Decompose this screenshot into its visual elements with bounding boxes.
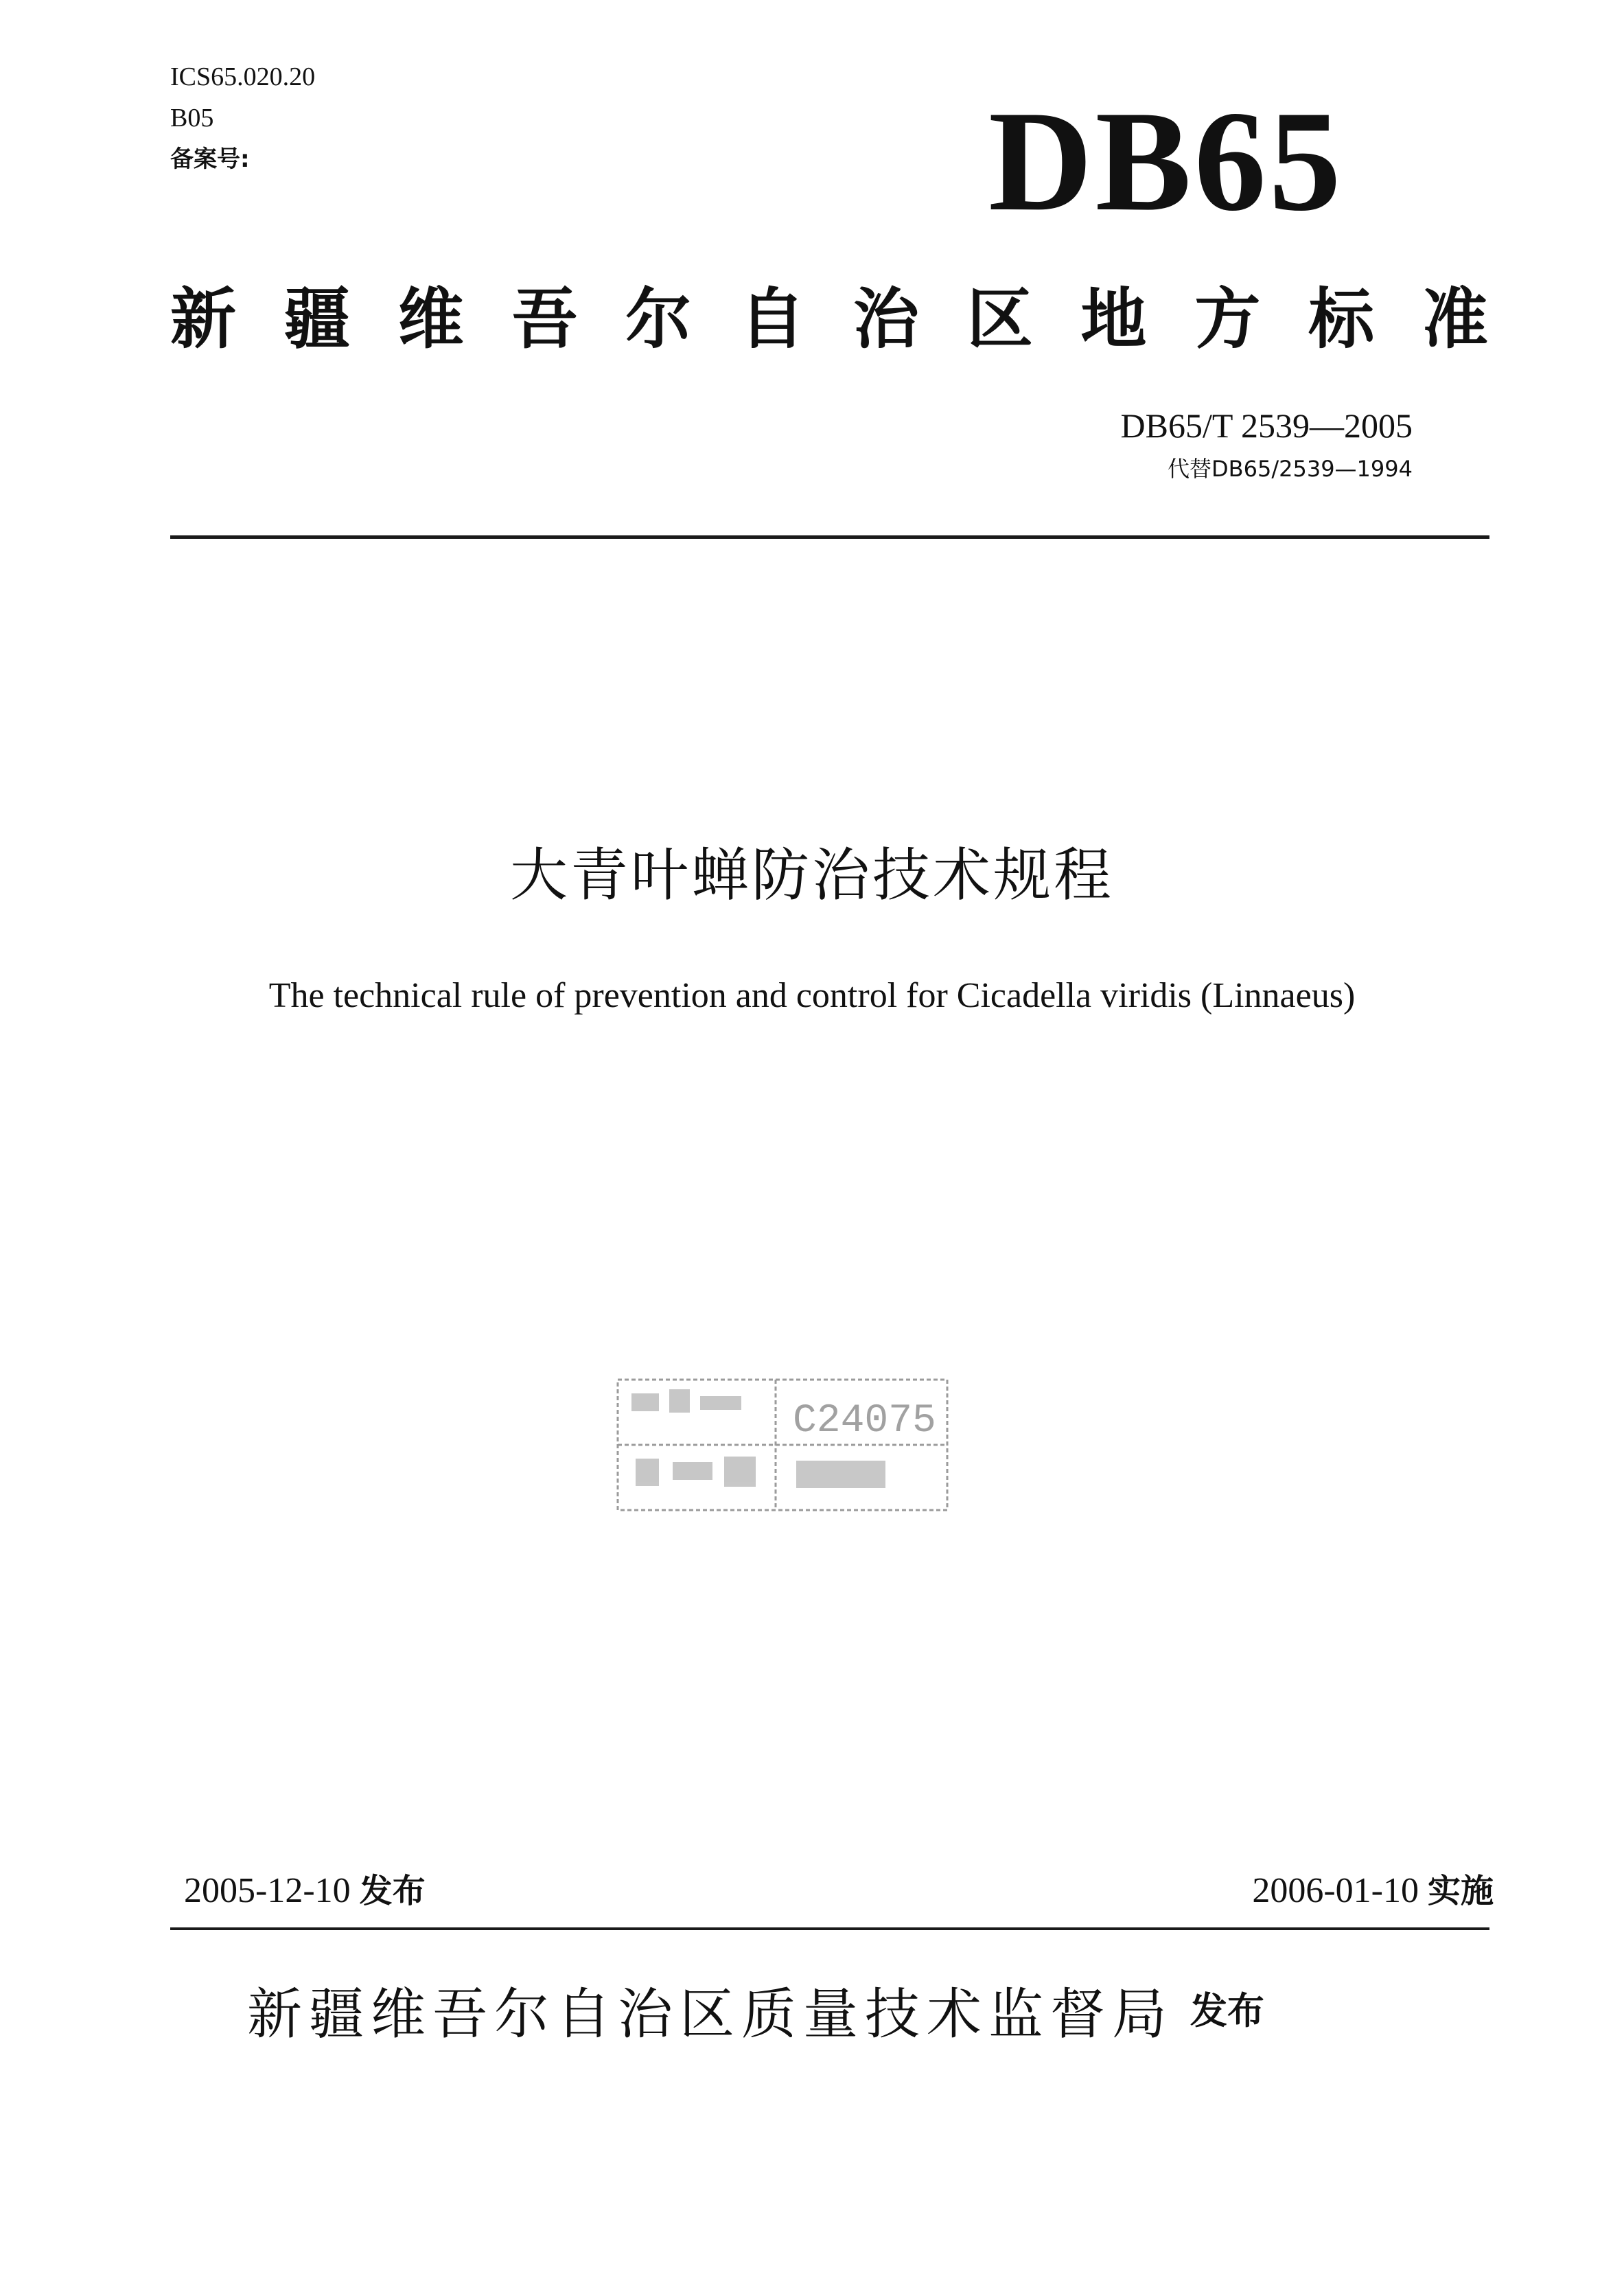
effective-date: 2006-01-10 [1252, 1871, 1419, 1910]
standard-type-char: 维 [397, 281, 464, 358]
standard-type-char: 准 [1422, 281, 1488, 358]
document-title-en: The technical rule of prevention and control for Cicadella viridis (Linnaeus) [268, 976, 1356, 1015]
standard-type-char: 吾 [511, 281, 578, 358]
ics-code: ICS65.020.20 [170, 62, 316, 91]
standard-type-char: 方 [1194, 281, 1261, 358]
standard-type-char: 治 [852, 281, 919, 358]
issue-date: 2005-12-10 [184, 1871, 351, 1910]
standard-number: DB65/T 2539—2005 [1120, 406, 1413, 445]
issue-label: 发布 [359, 1872, 426, 1910]
document-title-cn: 大青叶蝉防治技术规程 [509, 842, 1114, 909]
replaces-standard: 代替DB65/2539—1994 [1168, 456, 1413, 482]
standard-type-char: 尔 [625, 281, 692, 358]
effective-date-line [1252, 1868, 1494, 1914]
issuer-label: 发布 [1190, 1989, 1264, 2032]
footer-divider [170, 1927, 1489, 1930]
stamp-number: C24075 [793, 1399, 936, 1443]
standard-type-char: 区 [966, 281, 1033, 358]
issuer-line [247, 1977, 1264, 2052]
standard-type-heading [170, 275, 1488, 364]
standard-type-char: 自 [739, 281, 806, 358]
standard-logo: DB65 [988, 82, 1344, 241]
filing-number-label: 备案号: [170, 146, 250, 173]
standard-type-char: 新 [170, 281, 236, 358]
issue-date-line [184, 1868, 426, 1914]
header-divider [170, 535, 1489, 539]
issuer-name: 新疆维吾尔自治区质量技术监督局 [247, 1982, 1174, 2046]
standard-type-char: 疆 [283, 281, 350, 358]
classification-code: B05 [170, 104, 214, 132]
standard-type-char: 标 [1308, 281, 1375, 358]
effective-label: 实施 [1427, 1872, 1494, 1910]
library-stamp [604, 1366, 961, 1524]
stamp-graphic [604, 1366, 961, 1524]
standard-type-char: 地 [1080, 281, 1147, 358]
